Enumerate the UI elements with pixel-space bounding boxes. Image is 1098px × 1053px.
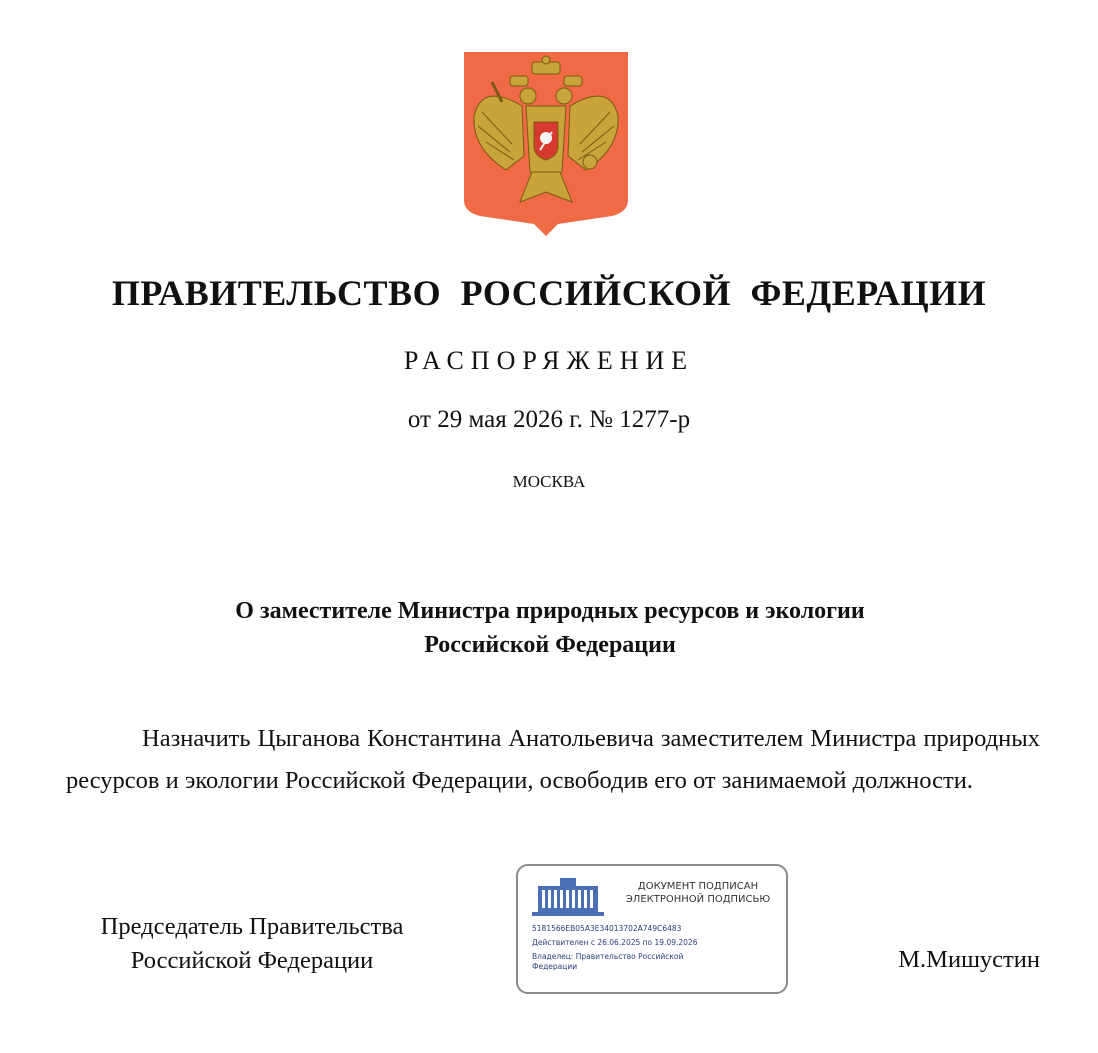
certificate-owner-line-2: Федерации [532, 962, 578, 971]
document-subject [100, 594, 1000, 662]
date-and-number: от 29 мая 2026 г. № 1277-р [407, 406, 691, 433]
position-line-1: Председатель Правительства [100, 913, 404, 940]
body-paragraph: Назначить Цыганова Константина Анатольевича заместителем Министра природных ресурсов и экологии Российской Федерации, освободив его от занимаемой должности. [66, 725, 1040, 794]
stamp-title-line-1: ДОКУМЕНТ ПОДПИСАН [637, 881, 759, 892]
government-title: ПРАВИТЕЛЬСТВО РОССИЙСКОЙ ФЕДЕРАЦИИ [111, 273, 987, 313]
city: МОСКВА [512, 472, 586, 491]
subject-line-2: Российской Федерации [424, 632, 676, 658]
russian-coat-of-arms-icon [462, 52, 630, 236]
government-building-icon [530, 874, 606, 918]
e-signature-stamp [516, 864, 788, 994]
signer-position [52, 910, 452, 978]
position-line-2: Российской Федерации [130, 947, 374, 974]
stamp-title [610, 880, 786, 906]
certificate-number: 5181566EB05A3E34013702A749C6483 [532, 924, 682, 933]
subject-line-1: О заместителе Министра природных ресурсов и экологии [235, 598, 865, 624]
signer-name: М.Мишустин [898, 946, 1040, 973]
certificate-validity: Действителен с 26.06.2025 по 19.09.2026 [532, 938, 698, 947]
certificate-owner-line-1: Владелец: Правительство Российской [532, 952, 684, 961]
document-type: РАСПОРЯЖЕНИЕ [403, 346, 695, 375]
stamp-title-line-2: ЭЛЕКТРОННОЙ ПОДПИСЬЮ [625, 894, 771, 905]
